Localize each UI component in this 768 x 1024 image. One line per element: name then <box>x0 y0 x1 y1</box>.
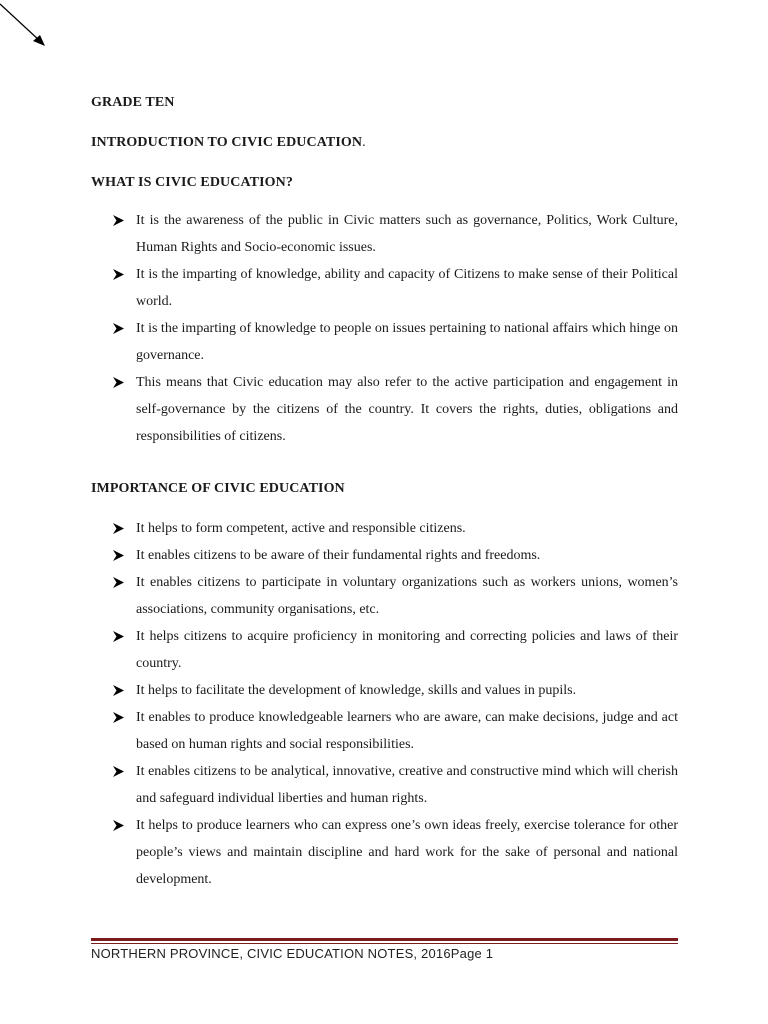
diagonal-arrow-icon <box>0 0 50 52</box>
intro-heading-suffix: . <box>362 135 366 150</box>
list-item-text: It is the imparting of knowledge, ability and capacity of Citizens to make sense of their Political world. <box>136 267 678 309</box>
chevron-right-icon <box>113 712 124 723</box>
intro-heading-text: INTRODUCTION TO CIVIC EDUCATION <box>91 135 363 150</box>
what-is-heading: WHAT IS CIVIC EDUCATION? <box>91 175 293 190</box>
list-item <box>112 569 678 623</box>
chevron-right-icon <box>113 577 124 588</box>
list-item <box>112 315 678 369</box>
chevron-right-icon <box>113 550 124 561</box>
footer-rule-thick <box>91 938 678 941</box>
list-item-text: It is the imparting of knowledge to people on issues pertaining to national affairs which hinge on governance. <box>136 321 678 363</box>
intro-heading <box>91 134 366 152</box>
list-item-text: It helps citizens to acquire proficiency in monitoring and correcting policies and laws of their country. <box>136 629 678 671</box>
list-item <box>112 369 678 450</box>
grade-heading: GRADE TEN <box>91 95 175 110</box>
list-item <box>112 812 678 893</box>
chevron-right-icon <box>113 766 124 777</box>
list-item <box>112 542 678 569</box>
importance-heading: IMPORTANCE OF CIVIC EDUCATION <box>91 481 345 496</box>
chevron-right-icon <box>113 377 124 388</box>
list-item <box>112 623 678 677</box>
list-item <box>112 515 678 542</box>
list-item-text: It helps to form competent, active and responsible citizens. <box>136 521 466 536</box>
page-footer <box>91 946 493 961</box>
list-item-text: It enables to produce knowledgeable learners who are aware, can make decisions, judge and act based on human rights and social responsibilities. <box>136 710 678 752</box>
chevron-right-icon <box>113 215 124 226</box>
what-is-list <box>112 207 678 450</box>
list-item-text: It helps to facilitate the development of knowledge, skills and values in pupils. <box>136 683 577 698</box>
chevron-right-icon <box>113 323 124 334</box>
importance-list <box>112 515 678 893</box>
chevron-right-icon <box>113 631 124 642</box>
chevron-right-icon <box>113 523 124 534</box>
list-item-text: This means that Civic education may also refer to the active participation and engagement in self-governance by the citizens of the country. It covers the rights, duties, obligations and responsibilities of citizens. <box>136 375 678 444</box>
list-item-text: It helps to produce learners who can express one’s own ideas freely, exercise tolerance for other people’s views and maintain discipline and hard work for the sake of personal and national development. <box>136 818 678 887</box>
page-number: Page 1 <box>450 946 494 961</box>
list-item <box>112 207 678 261</box>
chevron-right-icon <box>113 269 124 280</box>
list-item-text: It enables citizens to be analytical, innovative, creative and constructive mind which will cherish and safeguard individual liberties and human rights. <box>136 764 678 806</box>
list-item <box>112 758 678 812</box>
chevron-right-icon <box>113 820 124 831</box>
list-item <box>112 261 678 315</box>
list-item-text: It enables citizens to be aware of their fundamental rights and freedoms. <box>136 548 541 563</box>
footer-text: NORTHERN PROVINCE, CIVIC EDUCATION NOTES, 2016 <box>91 946 451 961</box>
chevron-right-icon <box>113 685 124 696</box>
list-item-text: It is the awareness of the public in Civic matters such as governance, Politics, Work Culture, Human Rights and Socio-economic issues. <box>136 213 678 255</box>
list-item-text: It enables citizens to participate in voluntary organizations such as workers unions, women’s associations, community organisations, etc. <box>136 575 678 617</box>
footer-rule-thin <box>91 943 678 944</box>
list-item <box>112 677 678 704</box>
list-item <box>112 704 678 758</box>
